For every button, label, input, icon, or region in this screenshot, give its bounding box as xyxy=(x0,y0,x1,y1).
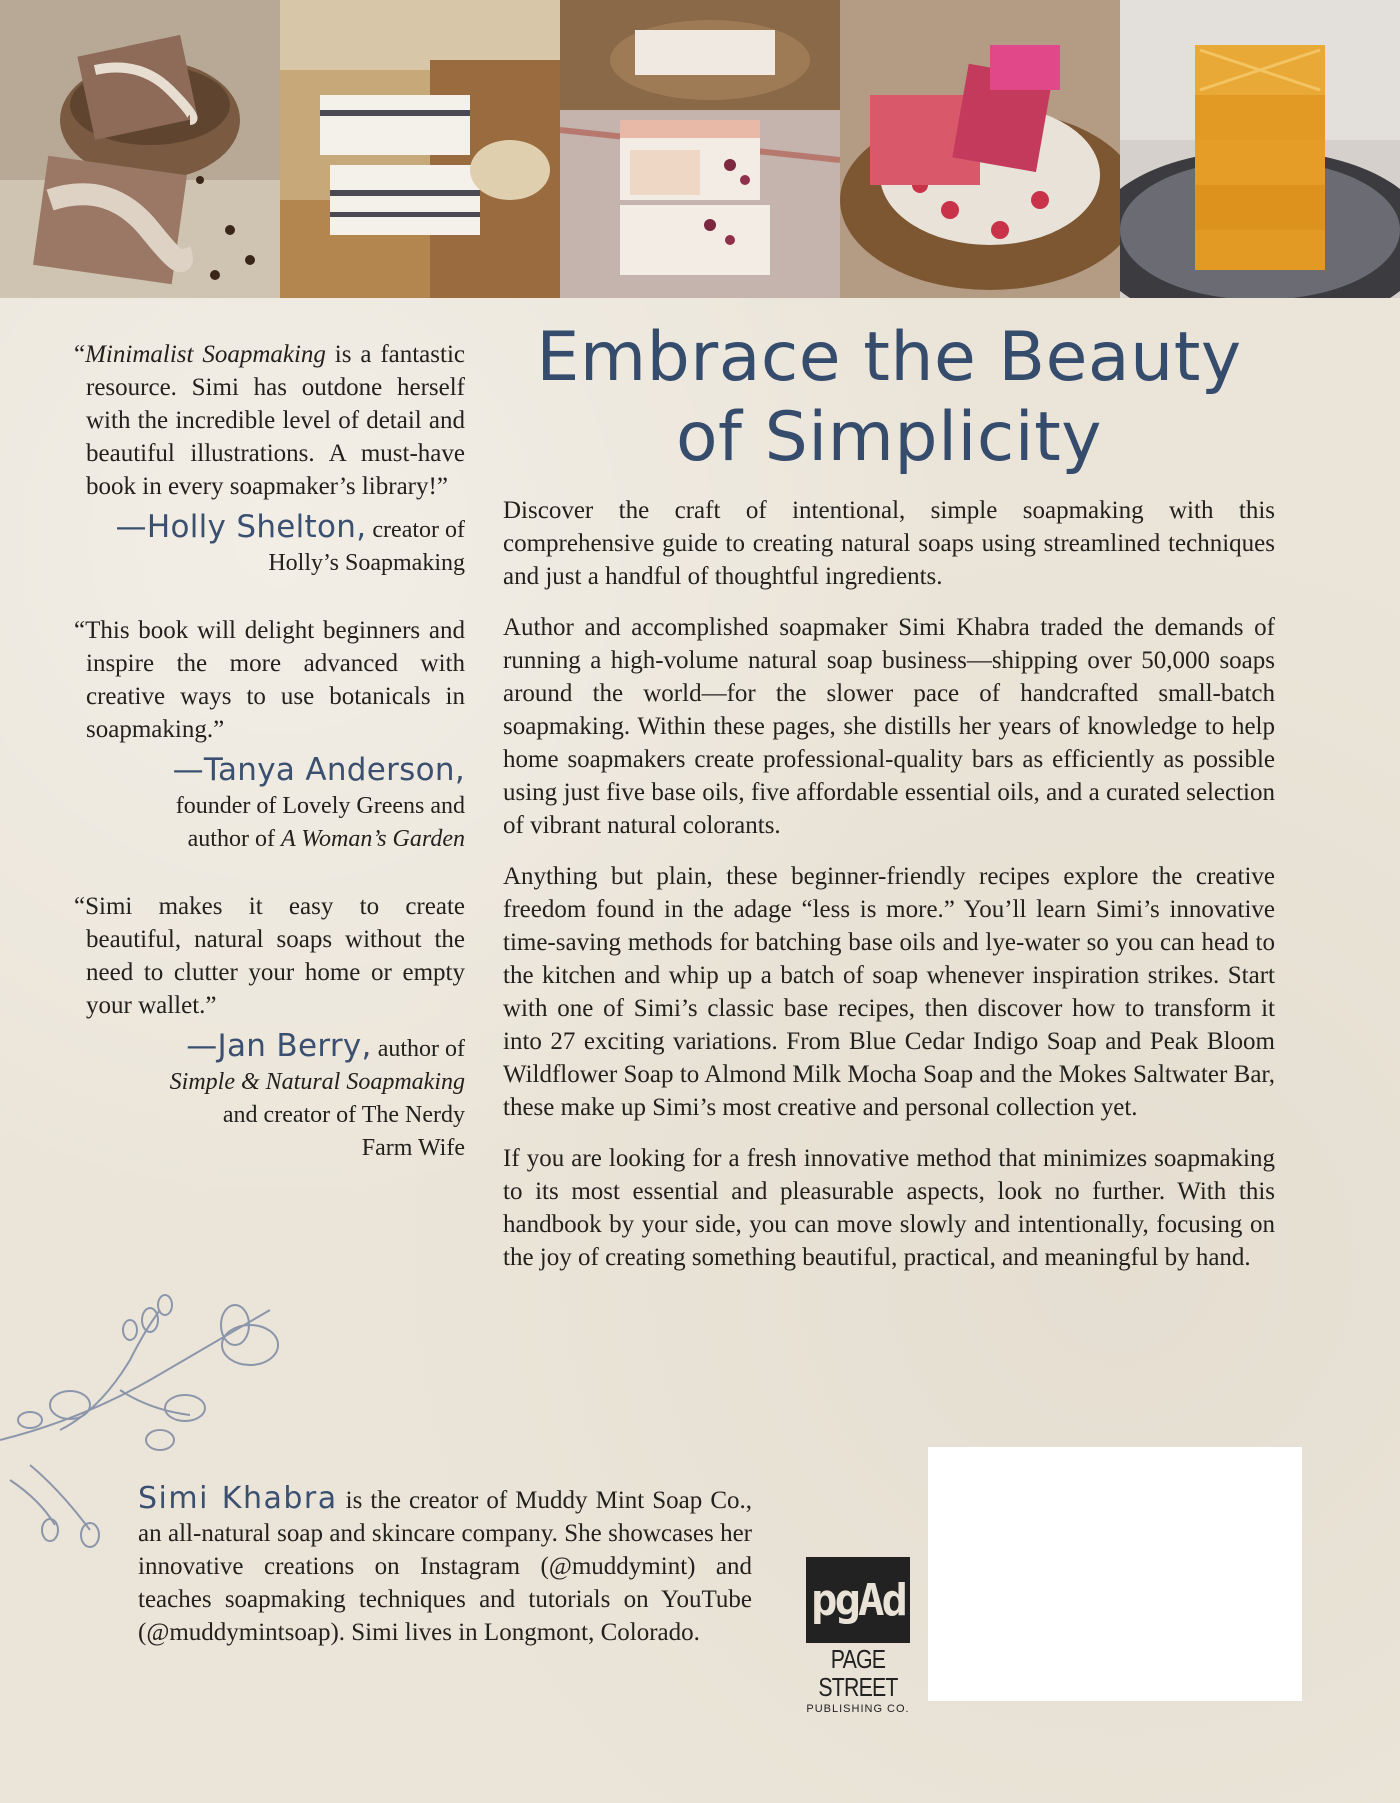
publisher-logo-block: pgAd xyxy=(806,1557,910,1643)
barcode-placeholder xyxy=(928,1447,1302,1701)
quote-text: “Minimalist Soapmaking is a fantastic resource. Simi has outdone herself with the incredible level of detail and beautiful illustrations. A must-have book in every soapmaker’s library!” xyxy=(74,341,465,500)
quote-holly-shelton xyxy=(68,338,465,580)
paragraph-author: Author and accomplished soapmaker Simi Khabra traded the demands of running a high-volume natural soap business—shipping over 50,000 soaps around the world—for the slower pace of handcrafted small-batch soapmaking. Within these pages, she distills her years of knowledge to help home soapmakers create professional-quality bars as efficiently as possible using just five base oils, five affordable essential oils, and a curated selection of vibrant natural colorants. xyxy=(503,614,1275,839)
orange-stacked-soap-photo xyxy=(1120,0,1400,298)
paragraph-closing: If you are looking for a fresh innovative method that minimizes soapmaking to its most essential and pleasurable aspects, look no further. With this handbook by your side, you can move slowly and intentionally, focusing on the joy of creating something beautiful, practical, and meaningful by hand. xyxy=(503,1145,1275,1271)
quote-text: “This book will delight beginners and inspire the more advanced with creative ways to use botanicals in soapmaking.” xyxy=(74,617,465,743)
book-title: Minimalist Soapmaking xyxy=(85,341,326,368)
book-title: A Woman’s Garden xyxy=(280,826,465,852)
quote-attribution: —Tanya Anderson, founder of Lovely Greens and author of A Woman’s Garden xyxy=(172,752,465,852)
quote-attribution: —Jan Berry, author of Simple & Natural Soapmaking and creator of The Nerdy Farm Wife xyxy=(68,1030,465,1165)
honeycomb-rose-soap-photo xyxy=(560,0,840,298)
quote-text: “Simi makes it easy to create beautiful, natural soaps without the need to clutter your home or empty your wallet.” xyxy=(74,893,465,1019)
paragraph-intro: Discover the craft of intentional, simple soapmaking with this comprehensive guide to creating natural soaps using streamlined techniques and just a handful of thoughtful ingredients. xyxy=(503,497,1275,590)
publisher-logo xyxy=(806,1557,910,1715)
quote-tanya-anderson xyxy=(68,614,465,856)
quote-attribution: —Holly Shelton, creator of Holly’s Soapmaking xyxy=(115,509,465,576)
main-description xyxy=(503,318,1275,1292)
author-name: Simi Khabra xyxy=(138,1481,338,1516)
attribution-name: —Jan Berry, xyxy=(186,1028,372,1064)
headline: Embrace the Beauty of Simplicity xyxy=(536,318,1242,477)
photo-strip xyxy=(0,0,1400,298)
oatmeal-layered-soap-photo xyxy=(280,0,560,298)
endorsement-quotes xyxy=(68,338,465,1195)
publisher-name: PAGE STREET xyxy=(818,1644,898,1702)
coffee-swirl-soap-photo xyxy=(0,0,280,298)
quote-jan-berry xyxy=(68,890,465,1165)
author-bio: Simi Khabra is the creator of Muddy Mint Soap Co., an all-natural soap and skincare company. She showcases her innovative creations on Instagram (@muddymint) and teaches soapmaking techniques and tutorials on YouTube (@muddymintsoap). Simi lives in Longmont, Colorado. xyxy=(138,1481,752,1646)
book-title: Simple & Natural Soapmaking xyxy=(169,1069,465,1095)
attribution-name: —Holly Shelton, xyxy=(115,509,367,545)
pink-strawberry-soap-photo xyxy=(840,0,1120,298)
attribution-name: —Tanya Anderson, xyxy=(172,752,465,788)
paragraph-recipes: Anything but plain, these beginner-friendly recipes explore the creative freedom found in the adage “less is more.” You’ll learn Simi’s innovative time-saving methods for batching base oils and lye-water so you can head to the kitchen and whip up a batch of soap whenever inspiration strikes. Start with one of Simi’s classic base recipes, then discover how to transform it into 27 exciting variations. From Blue Cedar Indigo Soap and Peak Bloom Wildflower Soap to Almond Milk Mocha Soap and the Mokes Saltwater Bar, these make up Simi’s most creative and personal collection yet. xyxy=(503,863,1275,1121)
publisher-subtitle: PUBLISHING CO. xyxy=(806,1703,910,1715)
